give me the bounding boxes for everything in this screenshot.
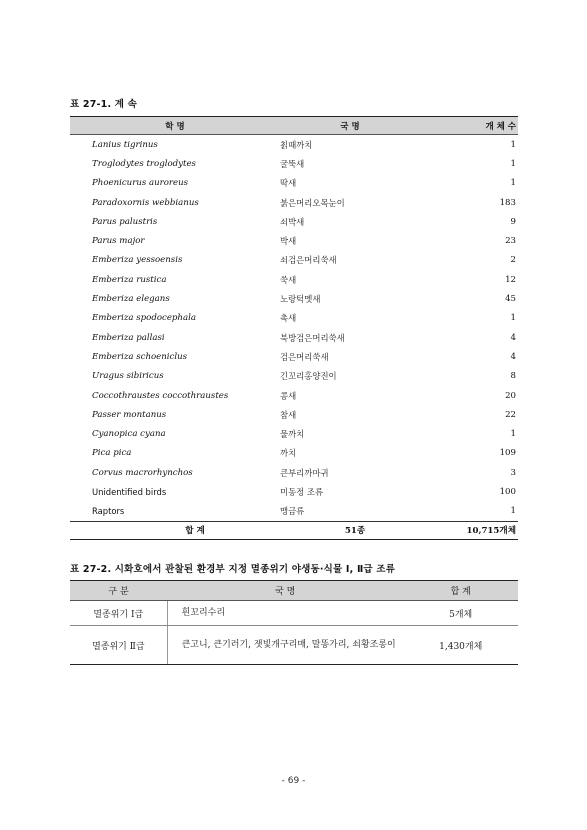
scientific-name-cell: Parus major bbox=[92, 236, 145, 247]
table-row bbox=[70, 626, 518, 665]
table-row bbox=[70, 231, 518, 250]
table-row bbox=[70, 347, 518, 366]
scientific-name-cell: Pica pica bbox=[92, 448, 132, 459]
table-row bbox=[70, 135, 518, 155]
korean-name-cell: 검은머리쑥새 bbox=[280, 351, 329, 362]
korean-name-cell: 까치 bbox=[280, 448, 297, 459]
count-cell: 1 bbox=[510, 158, 516, 169]
korean-name-cell: 붉은머리오목눈이 bbox=[280, 197, 345, 208]
count-cell: 3 bbox=[510, 467, 516, 478]
species-cell: 큰고니, 큰기러기, 잿빛개구리매, 말똥가리, 쇠황조롱이 bbox=[167, 626, 403, 665]
count-cell: 1 bbox=[510, 139, 516, 150]
header-count: 개 체 수 bbox=[420, 117, 518, 135]
korean-name-cell: 물까치 bbox=[280, 429, 305, 440]
scientific-name-cell: Emberiza spodocephala bbox=[92, 313, 196, 324]
table-row bbox=[70, 502, 518, 522]
table2-header-row bbox=[70, 581, 518, 601]
count-cell: 1 bbox=[510, 313, 516, 324]
header-total: 합 계 bbox=[403, 581, 518, 601]
table-row bbox=[70, 601, 518, 626]
scientific-name-cell: Phoenicurus auroreus bbox=[92, 178, 189, 189]
total-species: 51종 bbox=[280, 521, 420, 539]
scientific-name-cell: Coccothraustes coccothraustes bbox=[92, 390, 229, 401]
count-cell: 23 bbox=[505, 236, 516, 247]
table-row bbox=[70, 482, 518, 501]
table-row bbox=[70, 386, 518, 405]
korean-name-cell: 긴꼬리홍양진이 bbox=[280, 371, 337, 382]
scientific-name-cell: Passer montanus bbox=[92, 409, 167, 420]
scientific-name-cell: Parus palustris bbox=[92, 216, 158, 227]
korean-name-cell: 콩새 bbox=[280, 390, 297, 401]
table2-caption: 표 27-2. 시화호에서 관찰된 환경부 지정 멸종위기 야생동·식물 Ⅰ, Ⅱ급 조류 bbox=[70, 564, 396, 575]
scientific-name-cell: Cyanopica cyana bbox=[92, 429, 166, 440]
count-cell: 12 bbox=[505, 274, 516, 285]
total-cell: 1,430개체 bbox=[403, 626, 518, 665]
korean-name-cell: 쇠검은머리쑥새 bbox=[280, 255, 337, 266]
count-cell: 22 bbox=[505, 409, 516, 420]
page-number: - 69 - bbox=[281, 776, 306, 786]
table1-total-row bbox=[70, 521, 518, 539]
scientific-name-cell: Corvus macrorhynchos bbox=[92, 467, 193, 478]
table-row bbox=[70, 367, 518, 386]
table1-caption: 표 27-1. 계 속 bbox=[70, 99, 138, 110]
table-row bbox=[70, 328, 518, 347]
count-cell: 4 bbox=[510, 332, 516, 343]
table-row bbox=[70, 444, 518, 463]
scientific-name-cell: Paradoxornis webbianus bbox=[92, 197, 199, 208]
korean-name-cell: 딱새 bbox=[280, 178, 297, 189]
endangered-birds-table bbox=[70, 580, 518, 665]
header-scientific-name: 학 명 bbox=[70, 117, 280, 135]
table-row bbox=[70, 154, 518, 173]
total-cell: 5개체 bbox=[403, 601, 518, 626]
scientific-name-cell: Unidentified birds bbox=[92, 486, 167, 497]
count-cell: 2 bbox=[510, 255, 516, 266]
korean-name-cell: 북방검은머리쑥새 bbox=[280, 332, 345, 343]
count-cell: 9 bbox=[510, 216, 516, 227]
species-cell: 흰꼬리수리 bbox=[167, 601, 403, 626]
scientific-name-cell: Lanius tigrinus bbox=[92, 139, 158, 150]
count-cell: 8 bbox=[510, 371, 516, 382]
bird-count-table bbox=[70, 116, 518, 540]
count-cell: 1 bbox=[510, 429, 516, 440]
header-korean-name: 국 명 bbox=[280, 117, 420, 135]
korean-name-cell: 촉새 bbox=[280, 313, 297, 324]
count-cell: 100 bbox=[499, 486, 516, 497]
scientific-name-cell: Emberiza rustica bbox=[92, 274, 167, 285]
table-row bbox=[70, 174, 518, 193]
korean-name-cell: 미동정 조류 bbox=[280, 486, 324, 497]
korean-name-cell: 굴뚝새 bbox=[280, 158, 305, 169]
table1-header-row bbox=[70, 117, 518, 135]
count-cell: 1 bbox=[510, 506, 516, 517]
korean-name-cell: 노랑턱멧새 bbox=[280, 294, 321, 305]
scientific-name-cell: Troglodytes troglodytes bbox=[92, 158, 196, 169]
table-row bbox=[70, 405, 518, 424]
scientific-name-cell: Emberiza pallasi bbox=[92, 332, 165, 343]
korean-name-cell: 쑥새 bbox=[280, 274, 297, 285]
scientific-name-cell: Raptors bbox=[92, 506, 125, 517]
table-row bbox=[70, 270, 518, 289]
table-row bbox=[70, 212, 518, 231]
category-cell: 멸종위기 Ⅱ급 bbox=[70, 626, 167, 665]
count-cell: 20 bbox=[505, 390, 516, 401]
count-cell: 1 bbox=[510, 178, 516, 189]
count-cell: 45 bbox=[505, 294, 516, 305]
table-row bbox=[70, 424, 518, 443]
scientific-name-cell: Uragus sibiricus bbox=[92, 371, 164, 382]
header-species: 국 명 bbox=[167, 581, 403, 601]
scientific-name-cell: Emberiza yessoensis bbox=[92, 255, 183, 266]
table-row bbox=[70, 193, 518, 212]
scientific-name-cell: Emberiza elegans bbox=[92, 294, 170, 305]
korean-name-cell: 참새 bbox=[280, 409, 297, 420]
table-row bbox=[70, 289, 518, 308]
header-category: 구 분 bbox=[70, 581, 167, 601]
total-count: 10,715개체 bbox=[420, 521, 518, 539]
count-cell: 4 bbox=[510, 351, 516, 362]
table-row bbox=[70, 309, 518, 328]
korean-name-cell: 박새 bbox=[280, 236, 297, 247]
table-row bbox=[70, 463, 518, 482]
table-row bbox=[70, 251, 518, 270]
korean-name-cell: 맹금류 bbox=[280, 506, 305, 517]
count-cell: 183 bbox=[499, 197, 516, 208]
total-label: 합 계 bbox=[70, 521, 280, 539]
korean-name-cell: 큰부리까마귀 bbox=[280, 467, 329, 478]
korean-name-cell: 쇠박새 bbox=[280, 216, 305, 227]
count-cell: 109 bbox=[499, 448, 516, 459]
korean-name-cell: 칡때까치 bbox=[280, 139, 313, 150]
category-cell: 멸종위기 Ⅰ급 bbox=[70, 601, 167, 626]
scientific-name-cell: Emberiza schoeniclus bbox=[92, 351, 188, 362]
